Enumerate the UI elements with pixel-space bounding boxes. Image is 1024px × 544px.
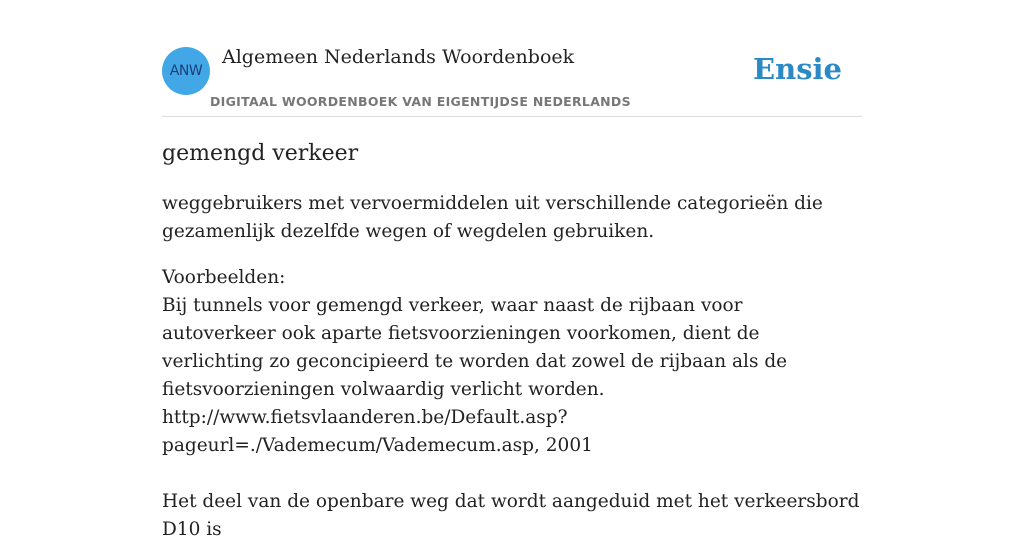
example-source-line: pageurl=./Vademecum/Vademecum.asp, 2001	[162, 435, 593, 456]
entry-content	[162, 138, 862, 544]
examples-section	[162, 264, 862, 544]
logo-text: ANW	[169, 63, 203, 79]
example-text: Bij tunnels voor gemengd verkeer, waar naast de rijbaan voor autoverkeer ook aparte fietsvoorzieningen voorkomen, dient de verlichting zo geconcipieerd te worden dat zowel de rijbaan als de fietsvoorzieningen volwaardig verlicht worden.	[162, 295, 788, 400]
examples-label: Voorbeelden:	[162, 267, 286, 288]
definition-text: weggebruikers met vervoermiddelen uit verschillende categorieën die gezamenlijk dezelfde wegen of wegdelen gebruiken.	[162, 193, 823, 242]
spacer	[162, 460, 862, 488]
page-title: gemengd verkeer	[162, 141, 359, 166]
ensie-brand-link[interactable]: Ensie	[753, 52, 842, 86]
site-header	[162, 0, 862, 117]
example-source-line: http://www.fietsvlaanderen.be/Default.asp?	[162, 407, 568, 428]
site-title[interactable]: Algemeen Nederlands Woordenboek	[222, 46, 575, 68]
site-subtitle: DIGITAAL WOORDENBOEK VAN EIGENTIJDSE NEDERLANDS	[210, 94, 631, 109]
example-text: Het deel van de openbare weg dat wordt aangeduid met het verkeersbord D10 is	[162, 491, 860, 540]
anw-logo[interactable]	[162, 47, 210, 95]
